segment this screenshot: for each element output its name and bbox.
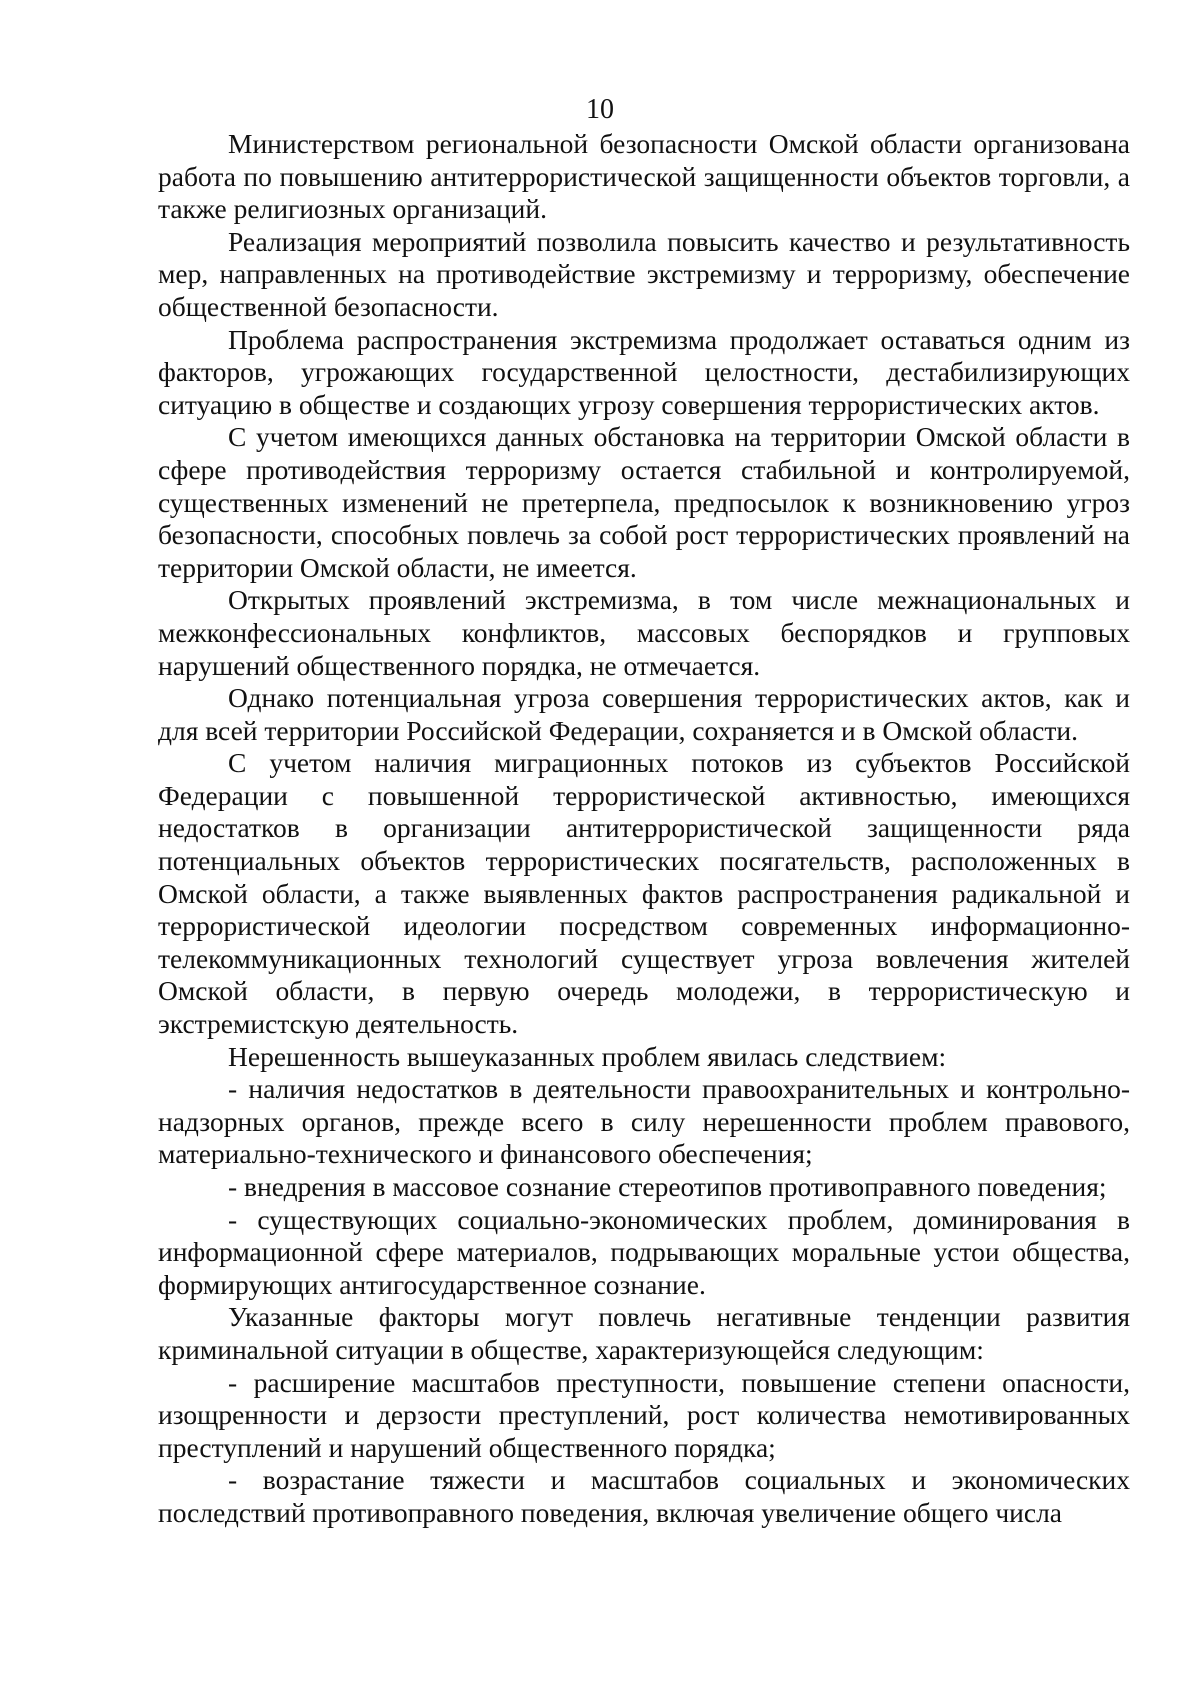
paragraph: С учетом имеющихся данных обстановка на территории Омской области в сфере противодействия терроризму остается стабильной и контролируемой, существенных изменений не претерпела, предпосылок к возникновению угроз безопасности, способных повлечь за собой рост террористических проявлений на территории Омской области, не имеется. — [158, 421, 1130, 583]
document-body — [158, 128, 1130, 1530]
paragraph: Министерством региональной безопасности Омской области организована работа по повышению антитеррористической защищенности объектов торговли, а также религиозных организаций. — [158, 128, 1130, 225]
page-number: 10 — [586, 94, 614, 125]
list-item: - наличия недостатков в деятельности правоохранительных и контрольно-надзорных органов, прежде всего в силу нерешенности проблем правового, материально-технического и финансового обеспечения; — [158, 1073, 1130, 1170]
paragraph: Однако потенциальная угроза совершения террористических актов, как и для всей территории Российской Федерации, сохраняется и в Омской области. — [158, 682, 1130, 746]
list-item: - существующих социально-экономических проблем, доминирования в информационной сфере материалов, подрывающих моральные устои общества, формирующих антигосударственное сознание. — [158, 1203, 1130, 1300]
paragraph: Нерешенность вышеуказанных проблем явилась следствием: — [228, 1040, 947, 1072]
list-item: - расширение масштабов преступности, повышение степени опасности, изощренности и дерзости преступлений, рост количества немотивированных преступлений и нарушений общественного порядка; — [158, 1366, 1130, 1463]
paragraph: Открытых проявлений экстремизма, в том числе межнациональных и межконфессиональных конфликтов, массовых беспорядков и групповых нарушений общественного порядка, не отмечается. — [158, 584, 1130, 681]
list-item: - возрастание тяжести и масштабов социальных и экономических последствий противоправного поведения, включая увеличение общего числа — [158, 1464, 1130, 1528]
list-item: - внедрения в массовое сознание стереотипов противоправного поведения; — [228, 1171, 1107, 1202]
paragraph: Проблема распространения экстремизма продолжает оставаться одним из факторов, угрожающих государственной целостности, дестабилизирующих ситуацию в обществе и создающих угрозу совершения террористических актов. — [158, 323, 1130, 420]
paragraph: С учетом наличия миграционных потоков из субъектов Российской Федерации с повышенной террористической активностью, имеющихся недостатков в организации антитеррористической защищенности ряда потенциальных объектов террористических посягательств, расположенных в Омской области, а также выявленных фактов распространения радикальной и террористической идеологии посредством современных информационно-телекоммуникационных технологий существует угроза вовлечения жителей Омской области, в первую очередь молодежи, в террористическую и экстремистскую деятельность. — [158, 747, 1130, 1040]
paragraph: Указанные факторы могут повлечь негативные тенденции развития криминальной ситуации в обществе, характеризующейся следующим: — [158, 1301, 1130, 1365]
paragraph: Реализация мероприятий позволила повысить качество и результативность мер, направленных на противодействие экстремизму и терроризму, обеспечение общественной безопасности. — [158, 225, 1130, 322]
